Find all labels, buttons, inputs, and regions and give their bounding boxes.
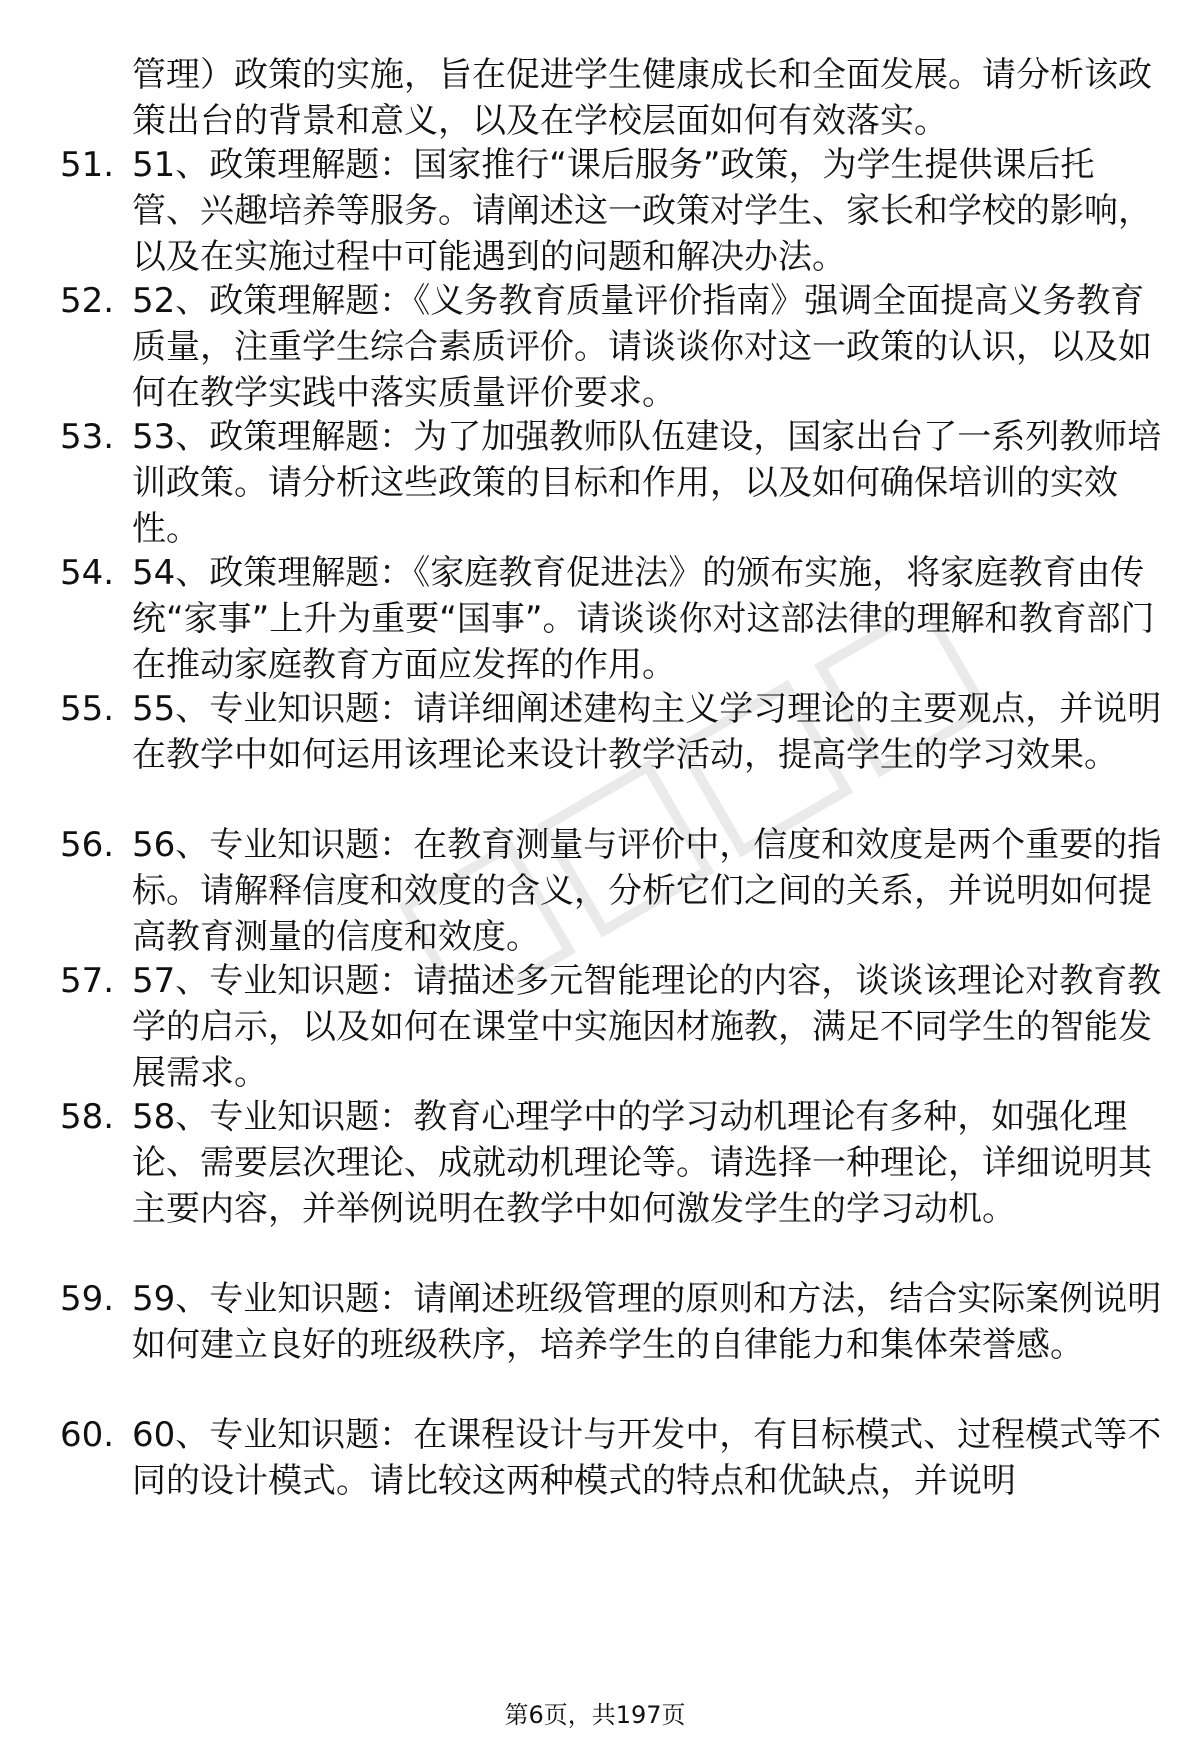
question-text: 59、专业知识题：请阐述班级管理的原则和方法，结合实际案例说明如何建立良好的班级秩序，培养学生的自律能力和集体荣誉感。 (132, 1279, 1162, 1365)
question-number: 57. (60, 961, 115, 1001)
question-text: 57、专业知识题：请描述多元智能理论的内容，谈谈该理论对教育教学的启示，以及如何在课堂中实施因材施教，满足不同学生的智能发展需求。 (132, 961, 1162, 1093)
question-item-57 (60, 958, 1170, 1096)
question-number: 56. (60, 825, 115, 865)
question-number: 55. (60, 689, 115, 729)
question-text: 58、专业知识题：教育心理学中的学习动机理论有多种，如强化理论、需要层次理论、成就动机理论等。请选择一种理论，详细说明其主要内容，并举例说明在教学中如何激发学生的学习动机。 (132, 1097, 1152, 1229)
question-item-55 (60, 686, 1170, 778)
question-number: 53. (60, 417, 115, 457)
question-number: 52. (60, 281, 115, 321)
question-number: 59. (60, 1279, 115, 1319)
question-number: 60. (60, 1415, 115, 1455)
continued-paragraph: 管理）政策的实施，旨在促进学生健康成长和全面发展。请分析该政策出台的背景和意义，以及在学校层面如何有效落实。 (132, 55, 1152, 141)
question-text: 54、政策理解题：《家庭教育促进法》的颁布实施，将家庭教育由传统“家事”上升为重要“国事”。请谈谈你对这部法律的理解和教育部门在推动家庭教育方面应发挥的作用。 (132, 553, 1155, 685)
question-item-58 (60, 1094, 1170, 1232)
question-text: 55、专业知识题：请详细阐述建构主义学习理论的主要观点，并说明在教学中如何运用该理论来设计教学活动，提高学生的学习效果。 (132, 689, 1162, 775)
question-item-59 (60, 1276, 1170, 1368)
question-text: 53、政策理解题：为了加强教师队伍建设，国家出台了一系列教师培训政策。请分析这些政策的目标和作用，以及如何确保培训的实效性。 (132, 417, 1162, 549)
question-text: 51、政策理解题：国家推行“课后服务”政策，为学生提供课后托管、兴趣培养等服务。请阐述这一政策对学生、家长和学校的影响，以及在实施过程中可能遇到的问题和解决办法。 (132, 145, 1152, 277)
question-text: 56、专业知识题：在教育测量与评价中，信度和效度是两个重要的指标。请解释信度和效度的含义，分析它们之间的关系，并说明如何提高教育测量的信度和效度。 (132, 825, 1162, 957)
page-footer: 第6页，共197页 (504, 1701, 686, 1729)
question-item-56 (60, 822, 1170, 960)
question-text: 60、专业知识题：在课程设计与开发中，有目标模式、过程模式等不同的设计模式。请比较这两种模式的特点和优缺点，并说明 (132, 1415, 1162, 1501)
question-text: 52、政策理解题：《义务教育质量评价指南》强调全面提高义务教育质量，注重学生综合素质评价。请谈谈你对这一政策的认识，以及如何在教学实践中落实质量评价要求。 (132, 281, 1152, 413)
question-item-60 (60, 1412, 1170, 1504)
question-number: 58. (60, 1097, 115, 1137)
question-number: 51. (60, 145, 115, 185)
question-item-51 (60, 142, 1170, 280)
question-item-54 (60, 550, 1170, 688)
question-item-52 (60, 278, 1170, 416)
question-number: 54. (60, 553, 115, 593)
question-item-53 (60, 414, 1170, 552)
